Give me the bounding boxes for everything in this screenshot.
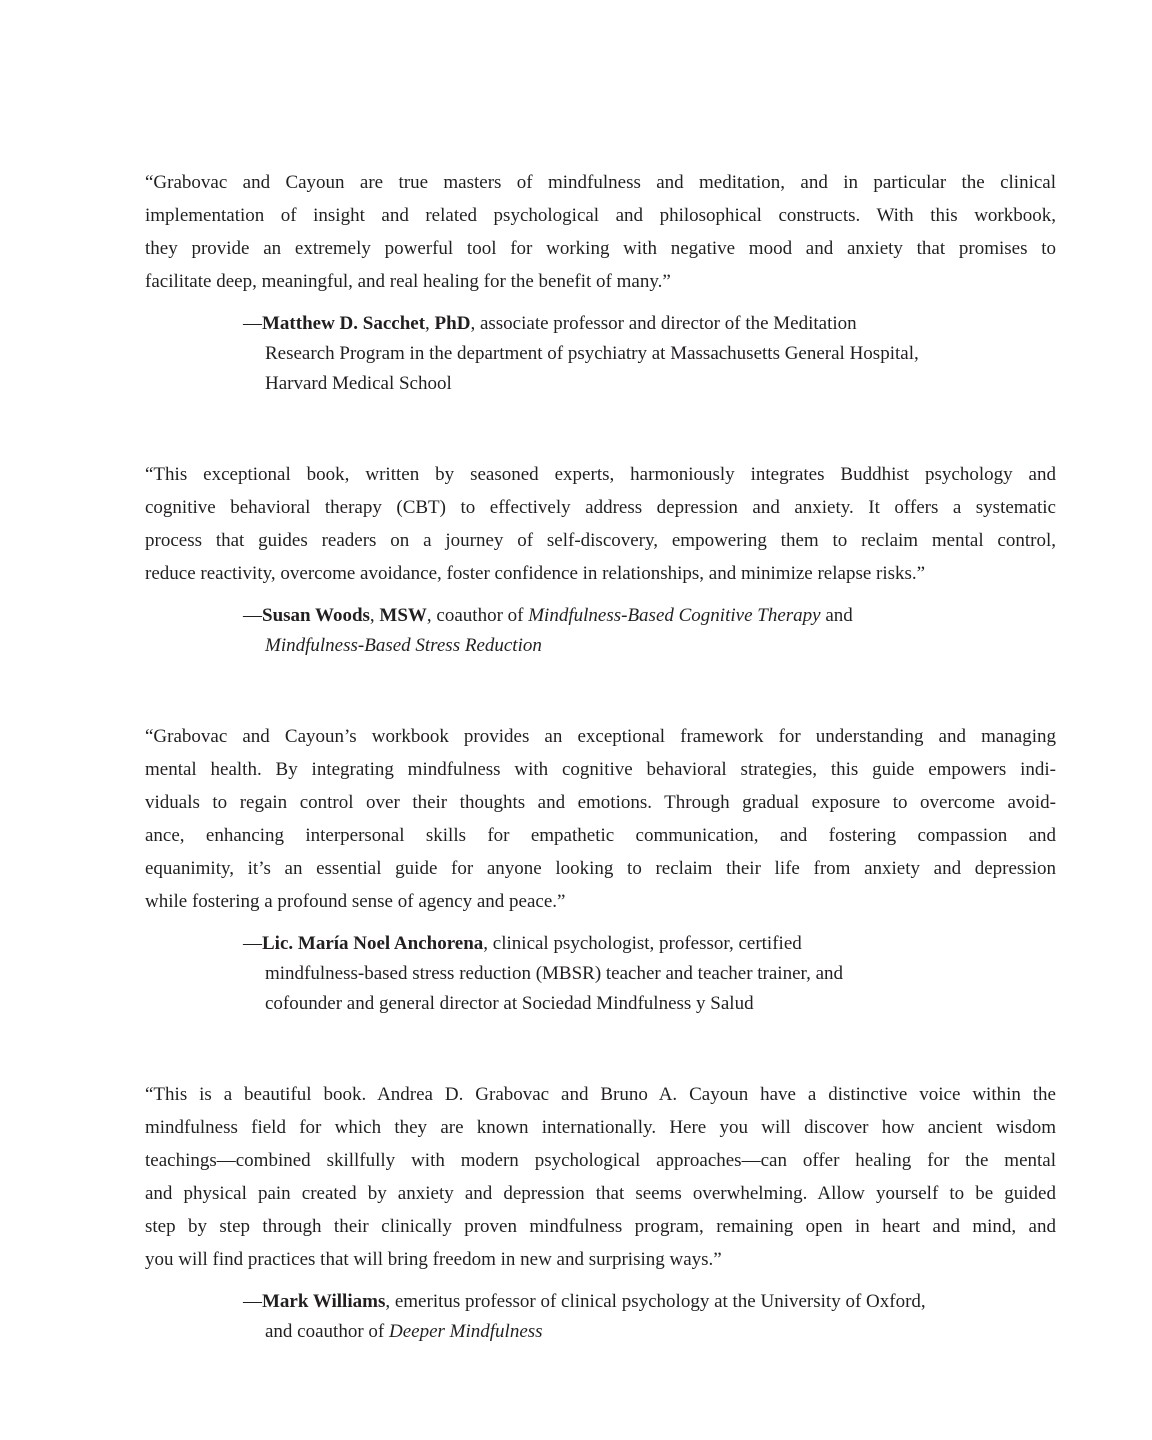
quote-line: “This is a beautiful book. Andrea D. Grabovac and Bruno A. Cayoun have a distinctive voice within the [145, 1084, 1056, 1105]
quote-line: step by step through their clinically proven mindfulness program, remaining open in heart and mind, and [145, 1216, 1056, 1237]
quote-line: reduce reactivity, overcome avoidance, foster confidence in relationships, and minimize relapse risks.” [145, 563, 926, 584]
author-name: Lic. María Noel Anchorena [262, 933, 484, 954]
testimonial-quote [145, 1078, 1056, 1276]
quote-line: while fostering a profound sense of agency and peace.” [145, 891, 566, 912]
attribution-text: — [243, 1291, 262, 1312]
quote-line: “Grabovac and Cayoun’s workbook provides an exceptional framework for understanding and managing [145, 726, 1056, 747]
attribution-line [243, 601, 1023, 631]
author-name: PhD [434, 313, 471, 334]
attribution-text: , associate professor and director of the Meditation [470, 313, 857, 334]
quote-line: facilitate deep, meaningful, and real healing for the benefit of many.” [145, 271, 671, 292]
attribution-text: Research Program in the department of psychiatry at Massachusetts General Hospital, [265, 343, 919, 364]
quote-line: “This exceptional book, written by seasoned experts, harmoniously integrates Buddhist psychology and [145, 464, 1056, 485]
attribution-text: , clinical psychologist, professor, certified [483, 933, 802, 954]
testimonial-quote [145, 720, 1056, 918]
quote-line: they provide an extremely powerful tool for working with negative mood and anxiety that promises to [145, 238, 1056, 259]
attribution-line [243, 1287, 1023, 1317]
testimonial-attribution [243, 309, 1023, 399]
attribution-line [243, 309, 1023, 339]
quote-line: viduals to regain control over their thoughts and emotions. Through gradual exposure to overcome avoid- [145, 792, 1056, 813]
quote-line: mindfulness field for which they are known internationally. Here you will discover how ancient wisdom [145, 1117, 1056, 1138]
quote-line: implementation of insight and related psychological and philosophical constructs. With this workbook, [145, 205, 1056, 226]
attribution-text: , coauthor of [426, 605, 529, 626]
book-title: Mindfulness-Based Cognitive Therapy [528, 605, 821, 626]
author-name: Mark Williams [262, 1291, 386, 1312]
quote-line: equanimity, it’s an essential guide for anyone looking to reclaim their life from anxiety and depression [145, 858, 1056, 879]
attribution-text: , emeritus professor of clinical psychology at the University of Oxford, [385, 1291, 926, 1312]
attribution-text: , [369, 605, 380, 626]
book-title: Deeper Mindfulness [388, 1321, 543, 1342]
attribution-line [243, 929, 1023, 959]
quote-line: “Grabovac and Cayoun are true masters of mindfulness and meditation, and in particular the clinical [145, 172, 1056, 193]
attribution-text: Harvard Medical School [265, 373, 452, 394]
attribution-line [243, 989, 1023, 1019]
attribution-text: — [243, 605, 262, 626]
attribution-text: , [425, 313, 435, 334]
testimonial-quote [145, 166, 1056, 298]
quote-line: mental health. By integrating mindfulness with cognitive behavioral strategies, this guide empowers indi- [145, 759, 1056, 780]
author-name: MSW [379, 605, 427, 626]
testimonial-attribution [243, 1287, 1023, 1347]
attribution-line [243, 369, 1023, 399]
attribution-line [243, 959, 1023, 989]
testimonial-attribution [243, 929, 1023, 1019]
quote-line: cognitive behavioral therapy (CBT) to effectively address depression and anxiety. It offers a systematic [145, 497, 1056, 518]
testimonial-quote [145, 458, 1056, 590]
attribution-text: — [243, 313, 262, 334]
author-name: Susan Woods [262, 605, 370, 626]
attribution-line [243, 631, 1023, 661]
testimonial-attribution [243, 601, 1023, 661]
attribution-text: and [820, 605, 853, 626]
book-title: Mindfulness-Based Stress Reduction [265, 635, 542, 656]
attribution-text: mindfulness-based stress reduction (MBSR) teacher and teacher trainer, and [265, 963, 844, 984]
quote-line: teachings—combined skillfully with modern psychological approaches—can offer healing for the mental [145, 1150, 1056, 1171]
attribution-line [243, 1317, 1023, 1347]
quote-line: and physical pain created by anxiety and depression that seems overwhelming. Allow yourself to be guided [145, 1183, 1056, 1204]
quote-line: you will find practices that will bring freedom in new and surprising ways.” [145, 1249, 722, 1270]
attribution-text: and coauthor of [265, 1321, 389, 1342]
quote-line: ance, enhancing interpersonal skills for empathetic communication, and fostering compassion and [145, 825, 1056, 846]
attribution-text: — [243, 933, 262, 954]
attribution-text: cofounder and general director at Sociedad Mindfulness y Salud [265, 993, 754, 1014]
attribution-line [243, 339, 1023, 369]
author-name: Matthew D. Sacchet [262, 313, 426, 334]
quote-line: process that guides readers on a journey of self-discovery, empowering them to reclaim mental control, [145, 530, 1056, 551]
